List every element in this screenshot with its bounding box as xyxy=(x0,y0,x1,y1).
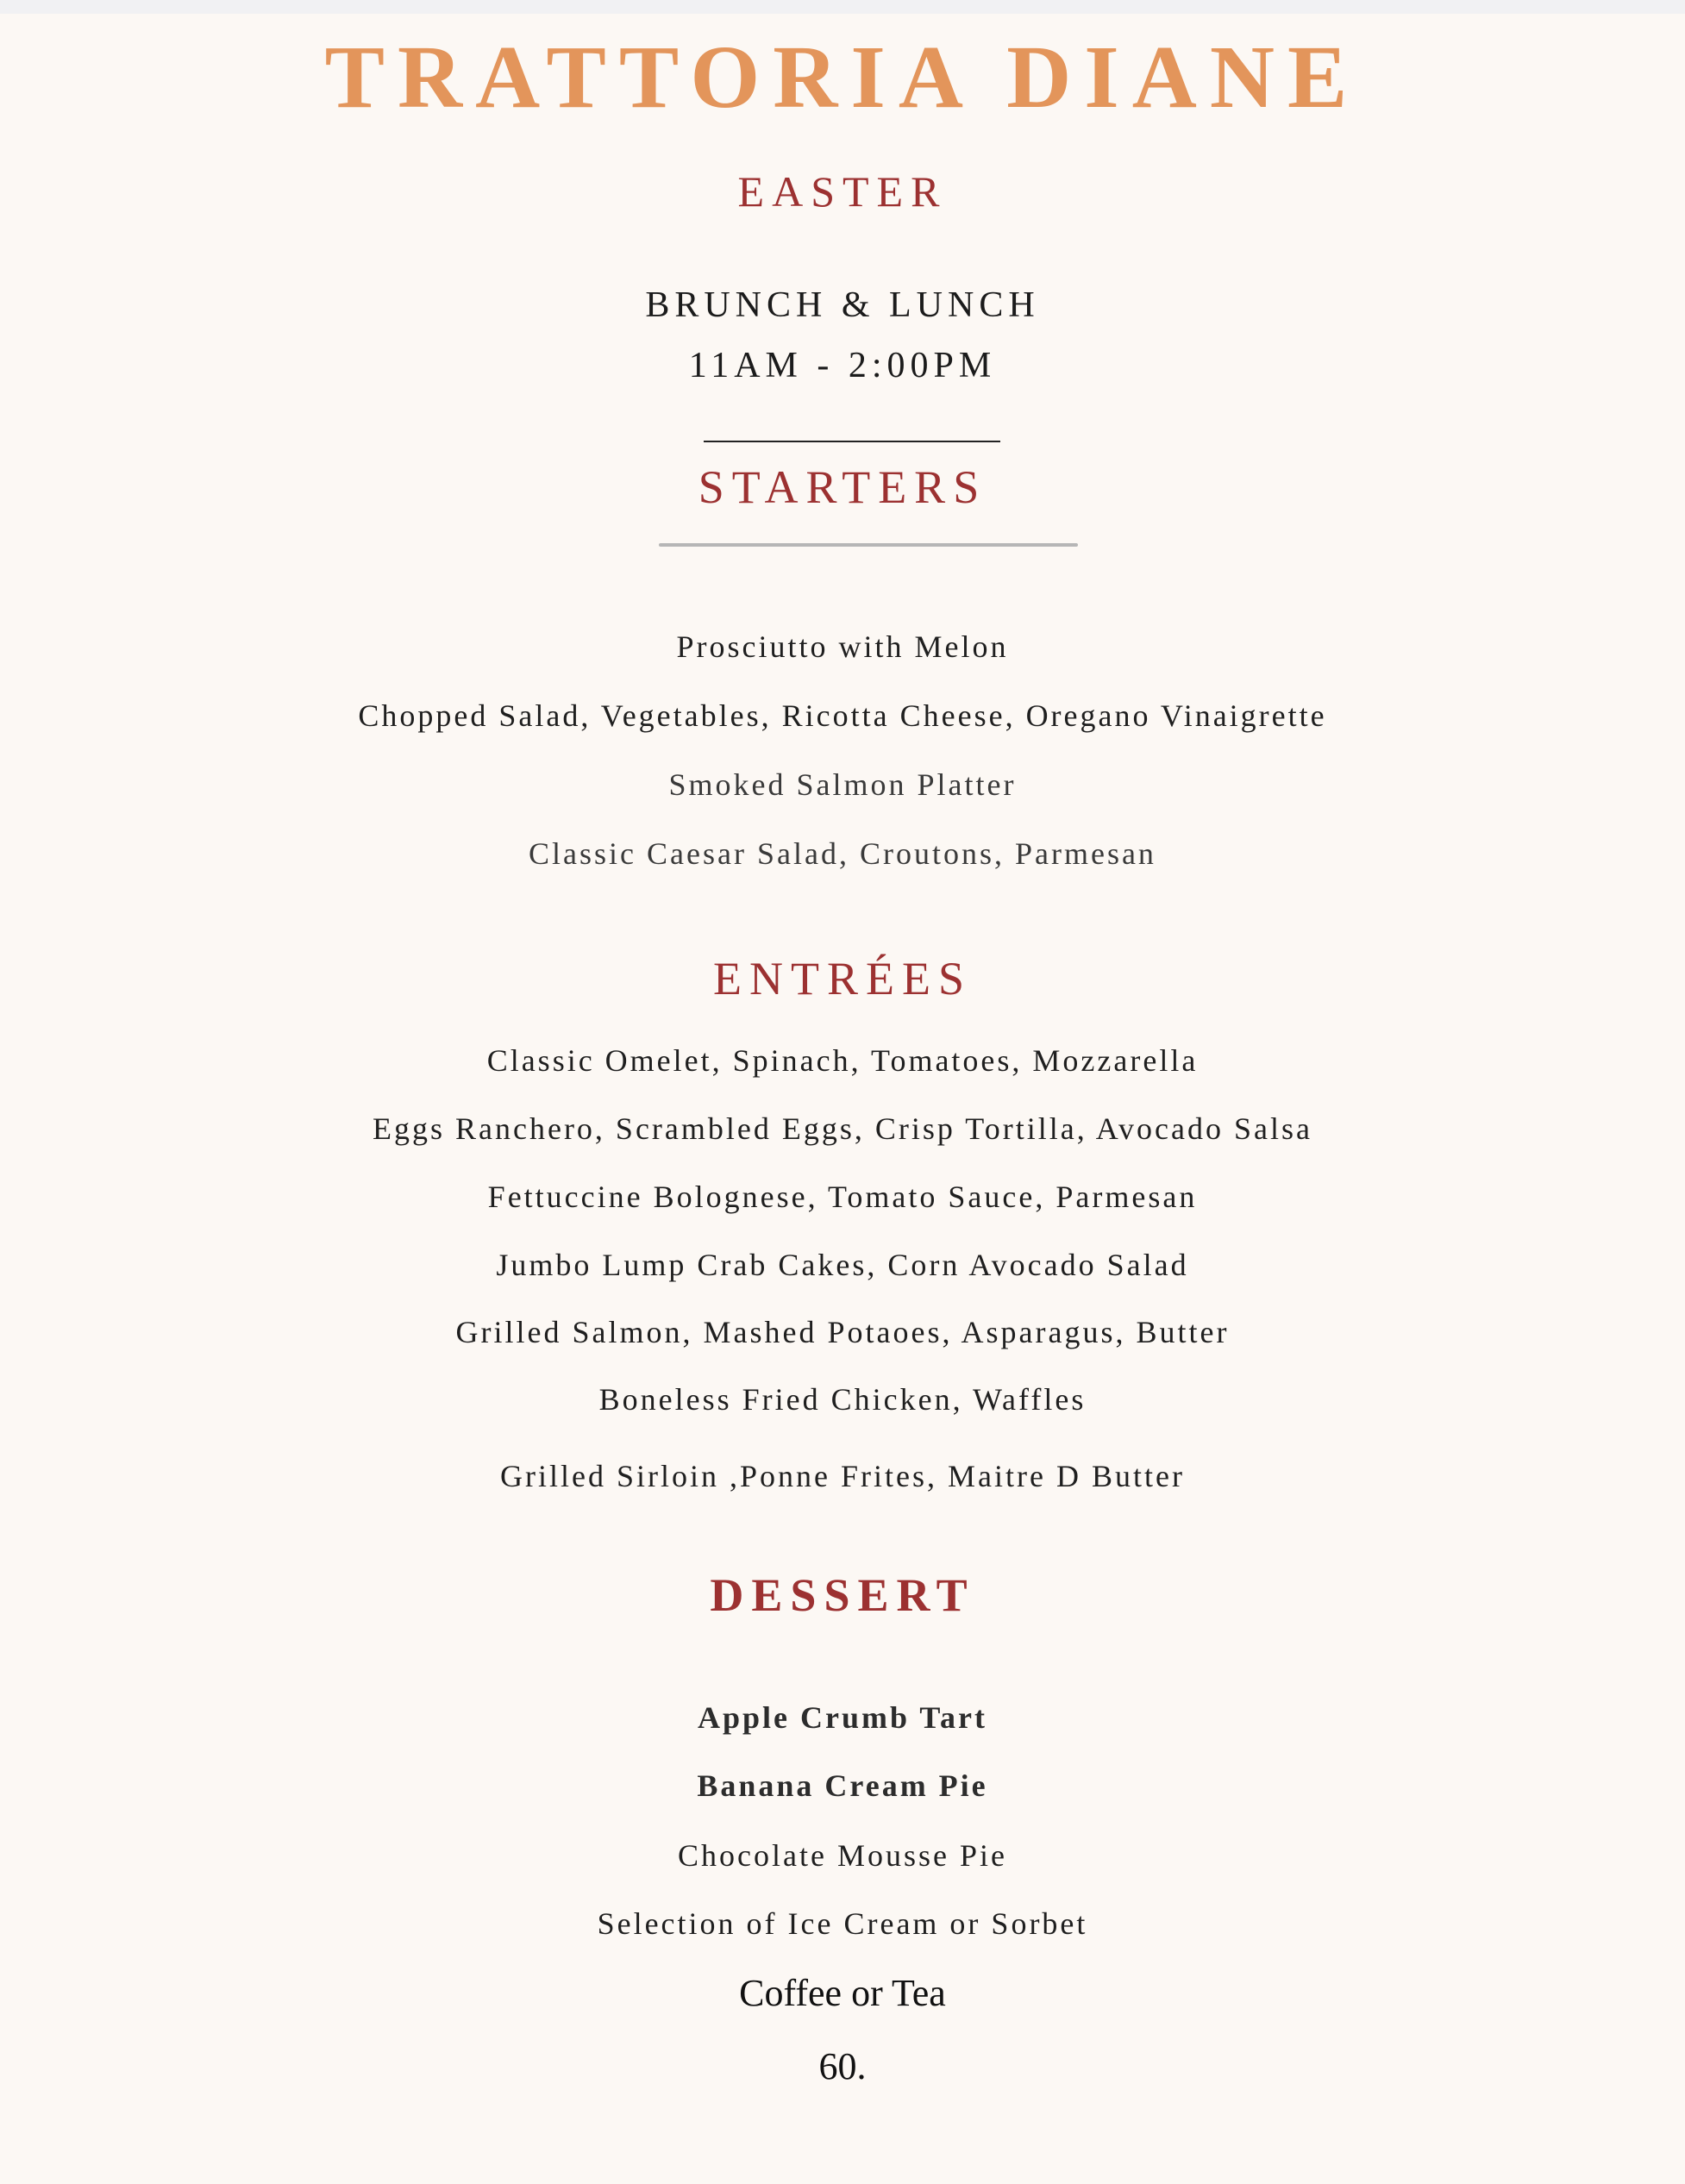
entrees-heading: ENTRÉES xyxy=(713,953,972,1004)
dessert-item: Apple Crumb Tart xyxy=(697,1700,988,1735)
starter-item: Chopped Salad, Vegetables, Ricotta Cheese, Oregano Vinaigrette xyxy=(358,698,1327,733)
service-hours: 11AM - 2:00PM xyxy=(688,346,997,385)
entree-item: Grilled Sirloin ,Ponne Frites, Maitre D Butter xyxy=(500,1459,1185,1493)
starter-item: Classic Caesar Salad, Croutons, Parmesan xyxy=(529,836,1156,871)
entree-item: Boneless Fried Chicken, Waffles xyxy=(598,1382,1087,1417)
dessert-heading: DESSERT xyxy=(710,1569,975,1621)
starters-heading: STARTERS xyxy=(698,461,987,513)
meal-title: BRUNCH & LUNCH xyxy=(645,285,1040,325)
entree-item: Classic Omelet, Spinach, Tomatoes, Mozzarella xyxy=(486,1043,1199,1078)
restaurant-name: TRATTORIA DIANE xyxy=(324,28,1361,127)
starter-item: Prosciutto with Melon xyxy=(676,629,1009,664)
dessert-item: Selection of Ice Cream or Sorbet xyxy=(597,1906,1088,1941)
top-bar xyxy=(0,0,1685,14)
entree-item: Grilled Salmon, Mashed Potaoes, Asparagus, Butter xyxy=(455,1315,1230,1349)
menu-price: 60. xyxy=(818,2045,867,2087)
dessert-item: Chocolate Mousse Pie xyxy=(678,1838,1007,1873)
divider-line xyxy=(704,441,1000,442)
starter-item: Smoked Salmon Platter xyxy=(668,767,1017,802)
dessert-item: Banana Cream Pie xyxy=(697,1768,988,1803)
entree-item: Jumbo Lump Crab Cakes, Corn Avocado Salad xyxy=(496,1248,1189,1282)
entree-item: Eggs Ranchero, Scrambled Eggs, Crisp Tortilla, Avocado Salsa xyxy=(373,1111,1312,1146)
beverage-line: Coffee or Tea xyxy=(739,1972,946,2014)
entree-item: Fettuccine Bolognese, Tomato Sauce, Parmesan xyxy=(487,1180,1198,1214)
occasion-title: EASTER xyxy=(737,167,948,216)
divider-line xyxy=(659,543,1078,547)
